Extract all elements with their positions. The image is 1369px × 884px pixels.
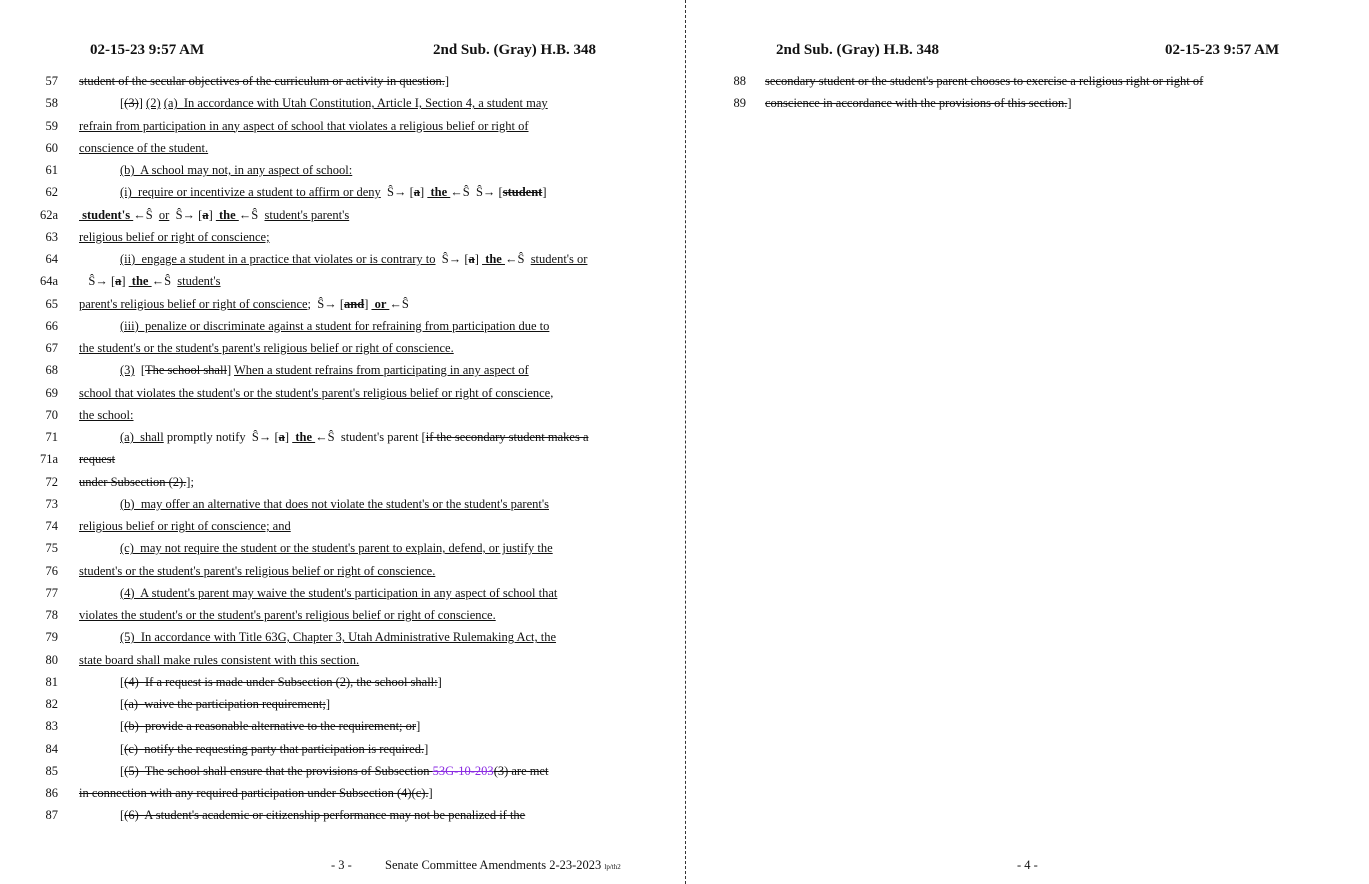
line-number: 64 <box>45 252 58 266</box>
text-segment: ] <box>420 185 428 200</box>
line-text <box>120 181 546 203</box>
text-segment: Ŝ→ [ <box>79 274 116 289</box>
inserted-text: (a) shall <box>120 430 164 444</box>
line-number: 68 <box>45 363 58 378</box>
inserted-text: (a) In accordance with Utah Constitution, Article I, Section 4, a student may <box>163 96 548 111</box>
footer-page-number: - 3 - <box>331 858 352 872</box>
inserted-text: (2) <box>146 96 161 111</box>
citation-link[interactable]: 53G-10-203 <box>432 763 494 778</box>
text-segment: Ŝ→ [ <box>380 185 414 200</box>
text-segment: [ <box>134 363 145 378</box>
line-text <box>120 671 442 693</box>
line-text <box>120 493 549 515</box>
text-segment: [ <box>120 719 125 734</box>
text-segment: ] <box>437 674 442 689</box>
line-number: 66 <box>45 318 58 333</box>
struck-text: The school shall <box>145 363 227 378</box>
text-segment: ] <box>121 274 129 289</box>
line-text <box>120 248 587 270</box>
line-text <box>765 70 1203 92</box>
inserted-text: student's parent's <box>264 207 350 222</box>
inserted-text: or <box>158 207 170 222</box>
text-segment: [ <box>120 808 125 823</box>
struck-text: (6) A student's academic or citizenship performance may not be penalized if the <box>124 808 526 823</box>
line-text <box>79 404 134 426</box>
inserted-text: student's <box>177 274 221 289</box>
line-number: 75 <box>45 541 58 556</box>
line-text <box>79 649 359 671</box>
line-text <box>79 560 435 582</box>
struck-text: a <box>413 185 421 200</box>
inserted-text: the <box>427 185 451 200</box>
footer-amendment-note <box>385 858 621 873</box>
inserted-text: the <box>292 430 316 444</box>
text-segment: [ <box>120 763 125 778</box>
line-text <box>79 226 270 248</box>
page-divider <box>685 0 686 884</box>
text-segment: ] <box>1067 96 1072 111</box>
line-text <box>765 92 1072 114</box>
line-number: 77 <box>45 585 58 600</box>
struck-text: a <box>202 207 209 222</box>
text-segment: Ŝ→ [ <box>311 296 345 311</box>
line-text <box>120 582 557 604</box>
line-text <box>120 715 420 737</box>
header-date: 02-15-23 9:57 AM <box>1165 42 1280 58</box>
line-text <box>79 70 449 92</box>
line-number: 64a <box>39 274 58 289</box>
line-number: 73 <box>45 496 58 511</box>
footer-page-number: - 4 - <box>1017 858 1038 872</box>
right-page <box>687 0 1369 884</box>
inserted-text: (b) A school may not, in any aspect of school: <box>120 163 353 177</box>
line-number: 76 <box>45 563 58 578</box>
inserted-text: When a student refrains from participating in any aspect of <box>234 363 529 378</box>
inserted-text: the <box>215 207 239 222</box>
line-text <box>120 760 549 782</box>
line-number: 70 <box>45 407 58 422</box>
inserted-text: violates the student's or the student's parent's religious belief or right of conscience. <box>79 608 496 622</box>
header-bill-title: 2nd Sub. (Gray) H.B. 348 <box>776 42 939 58</box>
line-number: 87 <box>45 808 58 823</box>
line-text <box>120 359 529 381</box>
line-text <box>79 382 553 404</box>
line-number: 71a <box>39 452 58 467</box>
line-number: 61 <box>45 163 58 177</box>
struck-text: under Subsection (2). <box>79 474 187 489</box>
line-number: 69 <box>45 385 58 400</box>
line-text <box>79 782 433 804</box>
line-text <box>120 804 525 826</box>
struck-text: in connection with any required participation under Subsection (4)(c). <box>79 786 429 800</box>
struck-text: (a) waive the participation requirement; <box>124 697 326 711</box>
text-segment: ←Ŝ <box>389 296 409 311</box>
struck-text: student of the secular objectives of the curriculum or activity in question. <box>79 74 445 88</box>
line-number: 83 <box>45 719 58 734</box>
line-text <box>79 204 349 226</box>
text-segment: ] <box>424 741 429 756</box>
footer-note-text: Senate Committee Amendments 2-23-2023 <box>385 858 602 872</box>
left-page <box>0 0 684 884</box>
line-number: 81 <box>45 674 58 689</box>
line-number: 89 <box>733 96 746 111</box>
text-segment: [ <box>120 697 125 711</box>
line-text <box>79 293 409 315</box>
text-segment: [ <box>120 741 125 756</box>
text-segment: ←Ŝ <box>151 274 178 289</box>
line-number: 80 <box>45 652 58 667</box>
struck-text: a <box>115 274 122 289</box>
inserted-text: (3) <box>120 363 135 378</box>
inserted-text: (ii) engage a student in a practice that violates or is contrary to <box>120 252 436 266</box>
line-number: 59 <box>45 118 58 133</box>
footer-code: lp/th2 <box>604 863 621 871</box>
inserted-text: student's or <box>530 252 588 266</box>
text-segment: ] <box>428 786 433 800</box>
line-text <box>79 337 454 359</box>
text-segment: ] <box>186 474 191 489</box>
text-segment: Ŝ→ [ <box>169 207 203 222</box>
header-date: 02-15-23 9:57 AM <box>90 42 205 58</box>
text-segment: ←Ŝ Ŝ→ [ <box>450 185 503 200</box>
inserted-text: (iii) penalize or discriminate against a student for refraining from participation due to <box>120 318 550 333</box>
line-text <box>120 537 553 559</box>
line-text <box>120 426 589 448</box>
struck-text: if the secondary student makes a <box>425 430 589 444</box>
inserted-text: student's or the student's parent's religious belief or right of conscience. <box>79 563 436 578</box>
line-number: 58 <box>45 96 58 111</box>
inserted-text: the <box>128 274 152 289</box>
line-number: 88 <box>733 74 746 88</box>
inserted-text: (b) may offer an alternative that does not violate the student's or the student's parent's <box>120 496 549 511</box>
text-segment: ] <box>138 96 147 111</box>
struck-text: (3) are met <box>493 763 549 778</box>
text-segment: [ <box>120 96 125 111</box>
line-number: 85 <box>45 763 58 778</box>
inserted-text: or <box>371 296 390 311</box>
line-number: 86 <box>45 786 58 800</box>
text-segment: ←Ŝ student's parent [ <box>315 430 426 444</box>
inserted-text: the <box>482 252 505 266</box>
line-text <box>120 315 549 337</box>
line-text <box>79 604 496 626</box>
text-segment: ] <box>208 207 216 222</box>
inserted-text: state board shall make rules consistent with this section. <box>79 652 360 667</box>
line-text <box>79 448 115 470</box>
line-text <box>79 270 221 292</box>
text-segment: ] <box>325 697 330 711</box>
inserted-text: religious belief or right of conscience; <box>79 229 270 244</box>
inserted-text: school that violates the student's or the student's parent's religious belief or right of conscience, <box>79 385 554 400</box>
struck-text: secondary student or the student's parent chooses to exercise a religious right or right of <box>765 74 1204 88</box>
text-segment: ] <box>444 74 450 88</box>
struck-text: request <box>79 452 116 467</box>
struck-text: (5) The school shall ensure that the provisions of Subsection <box>124 763 433 778</box>
text-segment: promptly notify Ŝ→ [ <box>163 430 279 444</box>
struck-text: (b) provide a reasonable alternative to the requirement; or <box>124 719 417 734</box>
struck-text: (4) If a request is made under Subsection (2), the school shall: <box>124 674 438 689</box>
text-segment: ←Ŝ <box>238 207 265 222</box>
line-number: 82 <box>45 697 58 711</box>
line-text <box>79 115 529 137</box>
struck-text: a <box>278 430 285 444</box>
header-bill-title: 2nd Sub. (Gray) H.B. 348 <box>433 42 596 58</box>
inserted-text: refrain from participation in any aspect of school that violates a religious belief or right of <box>79 118 529 133</box>
line-number: 84 <box>45 741 58 756</box>
line-number: 65 <box>45 296 58 311</box>
struck-text: a <box>468 252 475 266</box>
line-number: 67 <box>45 341 58 355</box>
line-number: 62 <box>45 185 58 200</box>
struck-text: (3) <box>124 96 139 111</box>
struck-text: and <box>344 296 365 311</box>
inserted-text: the school: <box>79 407 134 422</box>
text-segment: ←Ŝ <box>133 207 159 222</box>
line-number: 72 <box>45 474 58 489</box>
line-text <box>120 626 556 648</box>
line-number: 78 <box>45 608 58 622</box>
text-segment: ] <box>364 296 372 311</box>
inserted-text: religious belief or right of conscience; and <box>79 519 291 533</box>
inserted-text: student's <box>79 207 134 222</box>
inserted-text: (i) require or incentivize a student to affirm or deny <box>120 185 381 200</box>
text-segment: ] <box>474 252 483 266</box>
struck-text: conscience in accordance with the provisions of this section. <box>765 96 1068 111</box>
text-segment: ] <box>416 719 421 734</box>
text-segment: ] <box>226 363 234 378</box>
line-number: 74 <box>45 519 58 533</box>
inserted-text: ; <box>190 474 194 489</box>
line-text <box>79 137 208 159</box>
line-text <box>120 738 428 760</box>
line-number: 63 <box>45 229 58 244</box>
inserted-text: (c) may not require the student or the student's parent to explain, defend, or justify the <box>120 541 553 556</box>
inserted-text: parent's religious belief or right of conscience; <box>79 296 312 311</box>
line-number: 62a <box>39 207 58 222</box>
inserted-text: (5) In accordance with Title 63G, Chapter 3, Utah Administrative Rulemaking Act, the <box>120 630 557 645</box>
text-segment: Ŝ→ [ <box>435 252 469 266</box>
inserted-text: (4) A student's parent may waive the student's participation in any aspect of school that <box>120 585 558 600</box>
text-segment: ] <box>542 185 547 200</box>
line-number: 60 <box>45 140 58 155</box>
line-number: 79 <box>45 630 58 645</box>
inserted-text: conscience of the student. <box>79 140 209 155</box>
line-number: 57 <box>45 74 58 88</box>
text-segment: ←Ŝ <box>504 252 531 266</box>
line-text <box>120 92 548 114</box>
line-text <box>120 693 330 715</box>
text-segment: [ <box>120 674 125 689</box>
line-text <box>79 471 194 493</box>
struck-text: (c) notify the requesting party that participation is required. <box>124 741 425 756</box>
line-text <box>79 515 291 537</box>
inserted-text: the student's or the student's parent's religious belief or right of conscience. <box>79 341 454 355</box>
line-number: 71 <box>45 430 58 444</box>
line-text <box>120 159 352 181</box>
struck-text: student <box>502 185 543 200</box>
text-segment: ] <box>284 430 293 444</box>
